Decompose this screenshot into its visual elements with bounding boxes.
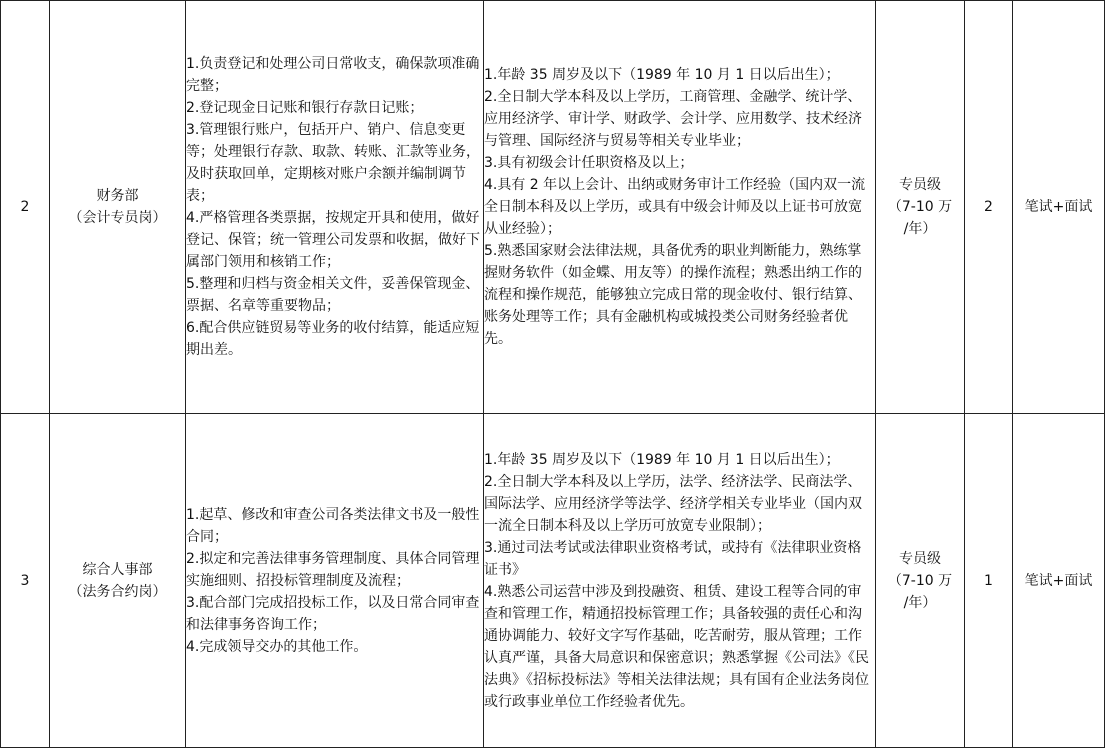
duty-item: 3.配合部门完成招投标工作，以及日常合同审查和法律事务咨询工作； xyxy=(186,594,480,633)
position-name: （会计专员岗） xyxy=(68,210,167,226)
table-row xyxy=(1,1,1105,414)
row-number: 3 xyxy=(1,414,50,748)
requirements-cell xyxy=(484,1,876,414)
duty-item: 5.整理和归档与资金相关文件，妥善保管现金、票据、名章等重要物品； xyxy=(186,276,480,314)
exam-method: 笔试+面试 xyxy=(1013,414,1105,748)
requirements-cell xyxy=(484,414,876,748)
salary-unit: /年） xyxy=(903,221,937,237)
duty-item: 1.起草、修改和审查公司各类法律文书及一般性合同； xyxy=(186,506,480,545)
requirement-item: 4.具有 2 年以上会计、出纳或财务审计工作经验（国内双一流全日制本科及以上学历，或具有中级会计师及以上证书可放宽从业经验）； xyxy=(484,177,866,237)
position-cell xyxy=(50,1,186,414)
requirement-item: 3.具有初级会计任职资格及以上； xyxy=(484,155,694,171)
requirement-item: 2.全日制大学本科及以上学历，法学、经济法学、民商法学、国际法学、应用经济学等法学、经济学相关专业毕业（国内双一流全日制本科及以上学历可放宽专业限制）； xyxy=(484,473,862,534)
table-row xyxy=(1,414,1105,748)
requirement-item: 5.熟悉国家财会法律法规，具备优秀的职业判断能力，熟练掌握财务软件（如金蝶、用友等）的操作流程；熟悉出纳工作的流程和操作规范，能够独立完成日常的现金收付、银行结算、账务处理等工作；具有金融机构或城投类公司财务经验者优先。 xyxy=(484,243,862,347)
salary-range: （7-10 万 xyxy=(887,199,953,215)
level-label: 专员级 xyxy=(899,177,941,193)
row-number: 2 xyxy=(1,1,50,414)
salary-unit: /年） xyxy=(903,594,937,611)
department-name: 财务部 xyxy=(96,188,139,204)
duty-item: 3.管理银行账户，包括开户、销户、信息变更等；处理银行存款、取款、转账、汇款等业务，及时获取回单，定期核对账户余额并编制调节表； xyxy=(186,122,480,204)
salary-range: （7-10 万 xyxy=(887,572,953,589)
duty-item: 4.完成领导交办的其他工作。 xyxy=(186,638,368,655)
requirement-item: 3.通过司法考试或法律职业资格考试，或持有《法律职业资格证书》 xyxy=(484,539,862,578)
duty-item: 2.拟定和完善法律事务管理制度、具体合同管理实施细则、招投标管理制度及流程； xyxy=(186,550,480,589)
department-name: 综合人事部 xyxy=(82,561,153,578)
requirement-item: 1.年龄 35 周岁及以下（1989 年 10 月 1 日以后出生）； xyxy=(484,451,840,468)
duties-cell xyxy=(186,1,484,414)
level-cell xyxy=(876,414,965,748)
position-cell xyxy=(50,414,186,748)
headcount: 2 xyxy=(965,1,1013,414)
requirement-item: 1.年龄 35 周岁及以下（1989 年 10 月 1 日以后出生）； xyxy=(484,67,840,83)
level-label: 专员级 xyxy=(899,550,941,567)
duties-cell xyxy=(186,414,484,748)
duty-item: 2.登记现金日记账和银行存款日记账； xyxy=(186,100,424,116)
level-cell xyxy=(876,1,965,414)
duty-item: 6.配合供应链贸易等业务的收付结算，能适应短期出差。 xyxy=(186,320,480,358)
headcount: 1 xyxy=(965,414,1013,748)
requirement-item: 4.熟悉公司运营中涉及到投融资、租赁、建设工程等合同的审查和管理工作，精通招投标管理工作；具备较强的责任心和沟通协调能力、较好文字写作基础，吃苦耐劳，服从管理；工作认真严谨，具备大局意识和保密意识；熟悉掌握《公司法》《民法典》《招标投标法》等相关法律法规；具有国有企业法务岗位或行政事业单位工作经验者优先。 xyxy=(484,583,869,710)
requirement-item: 2.全日制大学本科及以上学历，工商管理、金融学、统计学、应用经济学、审计学、财政学、会计学、应用数学、技术经济与管理、国际经济与贸易等相关专业毕业； xyxy=(484,89,862,149)
position-name: （法务合约岗） xyxy=(68,583,167,600)
duty-item: 1.负责登记和处理公司日常收支，确保款项准确完整； xyxy=(186,56,480,94)
exam-method: 笔试+面试 xyxy=(1013,1,1105,414)
duty-item: 4.严格管理各类票据，按规定开具和使用，做好登记、保管；统一管理公司发票和收据，做好下属部门领用和核销工作； xyxy=(186,210,480,270)
